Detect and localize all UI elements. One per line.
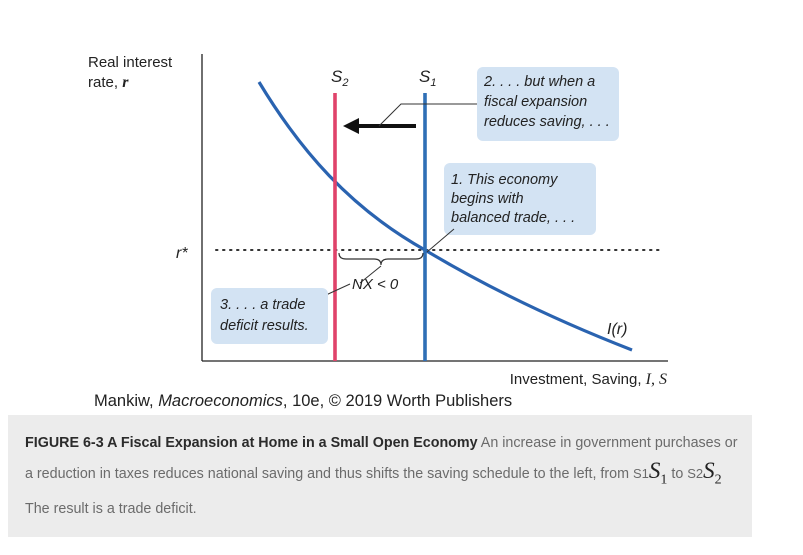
- nx-brace: [339, 253, 423, 265]
- s1-math: $S_1$: [648, 458, 668, 488]
- x-axis-label: Investment, Saving, I, S: [509, 371, 667, 388]
- figure-caption: FIGURE 6-3 A Fiscal Expansion at Home in a Small Open Economy An increase in government purchases or a reduction in taxes reduces national saving and thus shifts the saving schedule to the left, from $S1S_1$ to $S2S_2$ The result is a trade deficit.: [25, 435, 738, 517]
- s1-label: $S_1$: [419, 67, 437, 89]
- callout-1-text: 1. This economy begins with balanced trade, . . .: [451, 172, 576, 226]
- shift-arrow-icon: [343, 118, 359, 134]
- s2-label: $S_2$: [331, 67, 349, 89]
- y-axis-label-line1: Real interest: [88, 54, 173, 71]
- callout-3-text: 3. . . . a trade deficit results.: [220, 297, 309, 334]
- figure-credit: Mankiw, Macroeconomics, 10e, © 2019 Worth Publishers: [94, 392, 513, 410]
- nx-label: NX < 0: [352, 276, 399, 293]
- caption-title: FIGURE 6-3 A Fiscal Expansion at Home in a Small Open Economy: [25, 435, 478, 451]
- callout-3-leader: [326, 284, 350, 295]
- callout-2-leader: [379, 104, 480, 126]
- r-star-label: r*: [176, 245, 188, 262]
- s2-math: $S_2$: [703, 458, 722, 488]
- callout-2-text: 2. . . . but when a fiscal expansion reduces saving, . . .: [484, 74, 610, 130]
- investment-curve-label: I(r): [607, 321, 628, 338]
- caption-panel: [8, 415, 752, 537]
- callout-1-leader: [427, 229, 454, 252]
- y-axis-label-line2: rate, r: [88, 74, 129, 91]
